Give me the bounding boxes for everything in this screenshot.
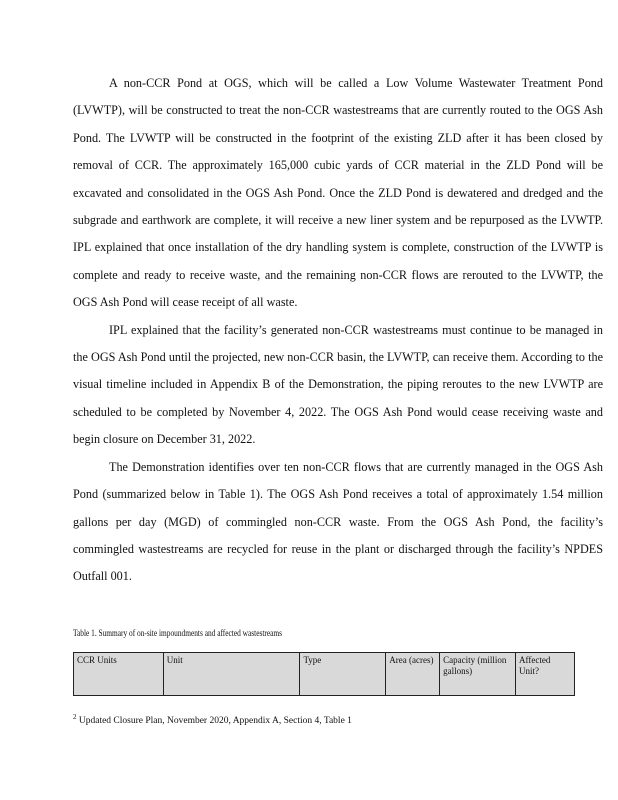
header-capacity: Capacity (million gallons): [440, 653, 516, 696]
header-ccr-units: CCR Units: [74, 653, 164, 696]
summary-table: [73, 652, 575, 696]
header-type: Type: [300, 653, 386, 696]
paragraph-1: A non-CCR Pond at OGS, which will be called a Low Volume Wastewater Treatment Pond (LVWTP), will be constructed to treat the non-CCR wastestreams that are currently routed to the OGS Ash Pond. The LVWTP will be constructed in the footprint of the existing ZLD after it has been closed by removal of CCR. The approximately 165,000 cubic yards of CCR material in the ZLD Pond will be excavated and consolidated in the OGS Ash Pond. Once the ZLD Pond is dewatered and dredged and the subgrade and earthwork are complete, it will receive a new liner system and be repurposed as the LVWTP. IPL explained that once installation of the dry handling system is complete, construction of the LVWTP is complete and ready to receive waste, and the remaining non-CCR flows are rerouted to the LVWTP, the OGS Ash Pond will cease receipt of all waste.: [73, 76, 603, 310]
header-affected-unit: Affected Unit?: [516, 653, 575, 696]
body-text: [73, 70, 603, 591]
header-unit: Unit: [163, 653, 300, 696]
table-caption: Table 1. Summary of on-site impoundments and affected wastestreams: [73, 628, 283, 638]
paragraph-2: IPL explained that the facility’s generated non-CCR wastestreams must continue to be managed in the OGS Ash Pond until the projected, new non-CCR basin, the LVWTP, can receive them. According to the visual timeline included in Appendix B of the Demonstration, the piping reroutes to the new LVWTP are scheduled to be completed by November 4, 2022. The OGS Ash Pond would cease receiving waste and begin closure on December 31, 2022.: [73, 322, 603, 447]
table-header-row: [74, 653, 575, 696]
paragraph-3: The Demonstration identifies over ten non-CCR flows that are currently managed in the OGS Ash Pond (summarized below in Table 1). The OGS Ash Pond receives a total of approximately 1.54 million gallons per day (MGD) of commingled non-CCR waste. From the OGS Ash Pond, the facility’s commingled wastestreams are recycled for reuse in the plant or discharged through the facility’s NPDES Outfall 001.: [73, 459, 603, 584]
footnote-marker: 2: [73, 713, 77, 721]
header-area: Area (acres): [386, 653, 440, 696]
footnote-text: Updated Closure Plan, November 2020, Appendix A, Section 4, Table 1: [78, 716, 352, 727]
footnote: [73, 713, 603, 726]
